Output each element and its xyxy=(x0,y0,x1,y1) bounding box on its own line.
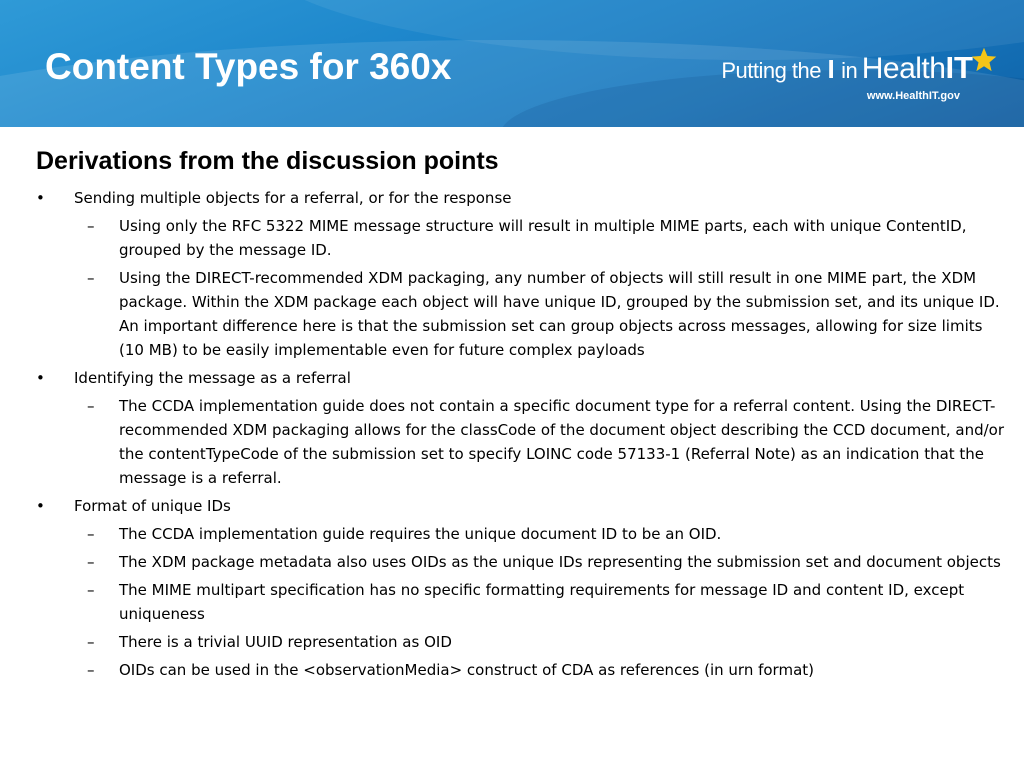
sub-bullet-item xyxy=(74,658,1011,682)
dash-icon: – xyxy=(87,525,95,543)
sub-bullet-item xyxy=(74,394,1011,490)
sub-bullet-text: The XDM package metadata also uses OIDs as the unique IDs representing the submission set and document objects xyxy=(119,553,1001,571)
sub-bullet-text: Using the DIRECT-recommended XDM packaging, any number of objects will still result in one MIME part, the XDM package. Within the XDM package each object will have unique ID, grouped by the submission set, and its unique ID. An important difference here is that the submission set can group objects across messages, allowing for size limits (10 MB) to be easily implementable even for future complex payloads xyxy=(119,269,1000,359)
bullet-text: Sending multiple objects for a referral, or for the response xyxy=(74,189,512,207)
sub-bullet-item xyxy=(74,550,1011,574)
dash-icon: – xyxy=(87,397,95,415)
dash-icon: – xyxy=(87,217,95,235)
dash-icon: – xyxy=(87,581,95,599)
logo-text-it: IT xyxy=(945,50,973,85)
sub-bullet-list xyxy=(74,522,1011,682)
section-heading: Derivations from the discussion points xyxy=(36,147,499,175)
healthit-logo xyxy=(698,50,998,110)
dash-icon: – xyxy=(87,633,95,651)
sub-bullet-text: The CCDA implementation guide does not contain a specific document type for a referral content. Using the DIRECT-recommended XDM packaging allows for the classCode of the document object describing the CCD document, and/or the contentTypeCode of the submission set to specify LOINC code 57133-1 (Referral Note) as an indication that the message is a referral. xyxy=(119,397,1004,487)
header-banner xyxy=(0,0,1024,127)
sub-bullet-text: The CCDA implementation guide requires the unique document ID to be an OID. xyxy=(119,525,722,543)
dash-icon: – xyxy=(87,661,95,679)
bullet-icon: • xyxy=(36,497,45,515)
bullet-item xyxy=(36,186,1011,362)
sub-bullet-text: OIDs can be used in the <observationMedia> construct of CDA as references (in urn format) xyxy=(119,661,815,679)
sub-bullet-text: There is a trivial UUID representation as OID xyxy=(119,633,452,651)
sub-bullet-item xyxy=(74,630,1011,654)
bullet-list xyxy=(36,186,1011,682)
logo-url: www.HealthIT.gov xyxy=(866,90,960,102)
sub-bullet-list xyxy=(74,394,1011,490)
sub-bullet-item xyxy=(74,214,1011,262)
sub-bullet-item xyxy=(74,522,1011,546)
sub-bullet-text: Using only the RFC 5322 MIME message structure will result in multiple MIME parts, each with unique ContentID, grouped by the message ID. xyxy=(119,217,967,259)
sub-bullet-list xyxy=(74,214,1011,362)
logo-wordmark xyxy=(721,50,998,92)
logo-text-i: I xyxy=(827,54,835,84)
logo-text-putting: Putting the xyxy=(721,58,821,83)
bullet-icon: • xyxy=(36,189,45,207)
slide-body xyxy=(36,143,1011,686)
star-icon xyxy=(970,46,998,74)
bullet-text: Format of unique IDs xyxy=(74,497,231,515)
dash-icon: – xyxy=(87,553,95,571)
bullet-text: Identifying the message as a referral xyxy=(74,369,351,387)
bullet-icon: • xyxy=(36,369,45,387)
sub-bullet-text: The MIME multipart specification has no specific formatting requirements for message ID and content ID, except uniqueness xyxy=(119,581,965,623)
sub-bullet-item xyxy=(74,266,1011,362)
dash-icon: – xyxy=(87,269,95,287)
sub-bullet-item xyxy=(74,578,1011,626)
slide-title: Content Types for 360x xyxy=(45,46,452,87)
bullet-item xyxy=(36,494,1011,682)
logo-text-health: Health xyxy=(861,52,946,85)
bullet-item xyxy=(36,366,1011,490)
logo-text-in: in xyxy=(841,58,858,83)
